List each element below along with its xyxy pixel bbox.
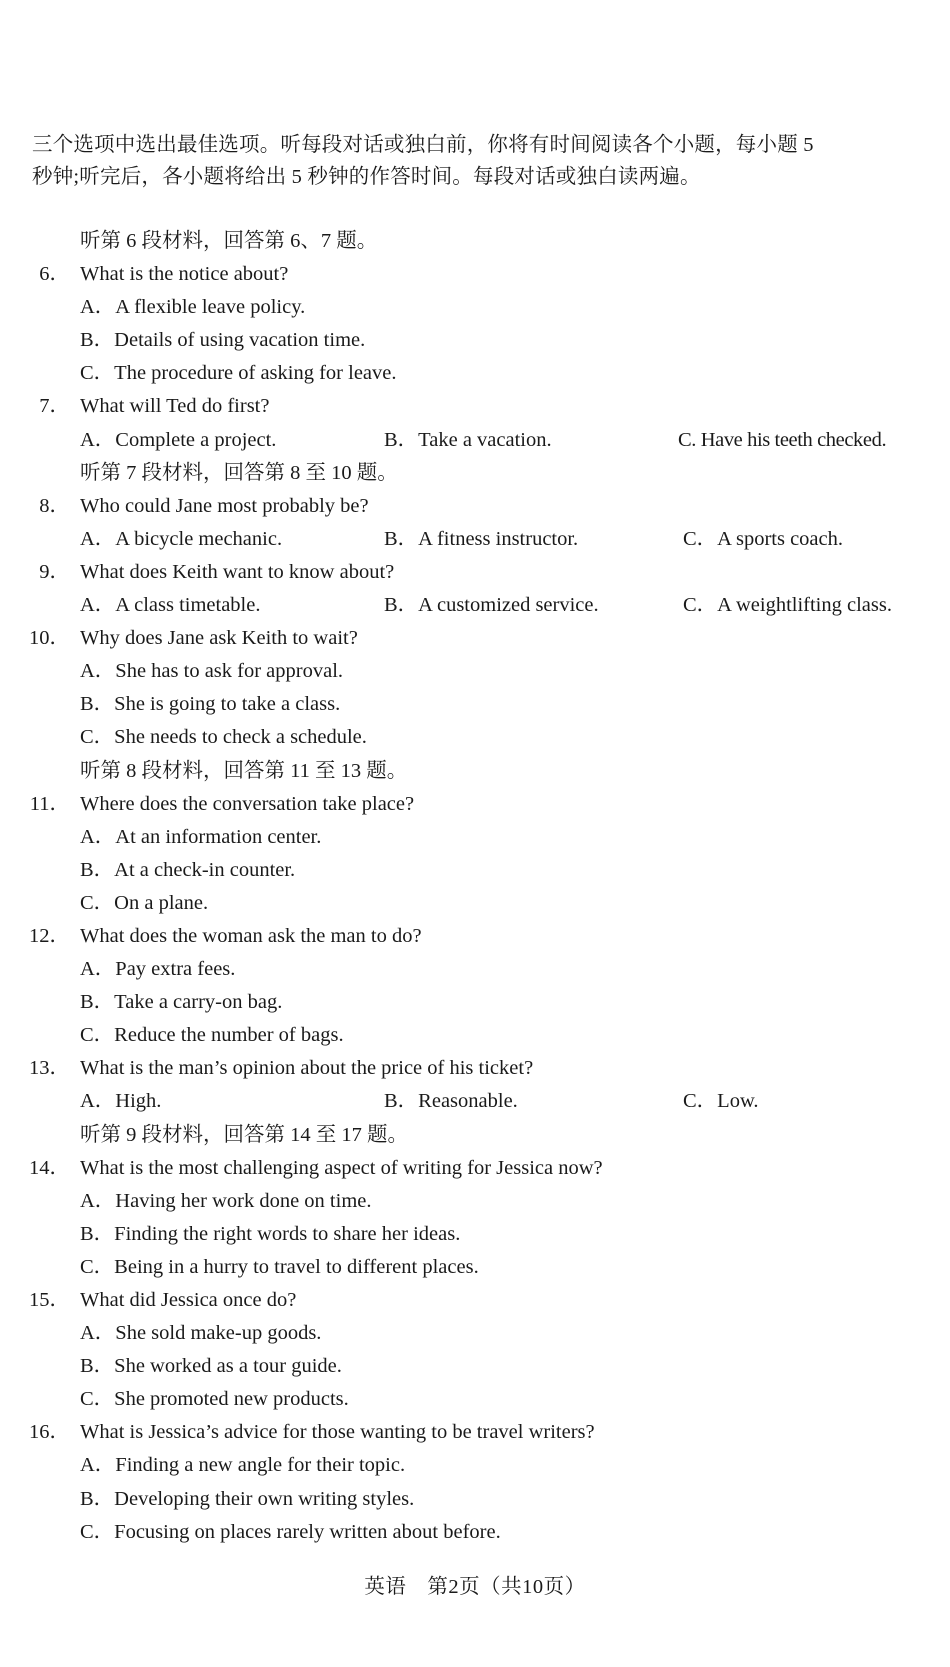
question-number: 12．: [29, 924, 70, 947]
option-a-text: A．Complete a project.: [80, 428, 277, 451]
option-c-text: C．Focusing on places rarely written about before.: [80, 1520, 501, 1543]
question-11: [0, 788, 950, 821]
option-b-text: B．Take a carry-on bag.: [80, 991, 283, 1014]
option-a-text: A．She has to ask for approval.: [80, 660, 344, 683]
question-text: What is the man’s opinion about the price of his ticket?: [80, 1057, 534, 1080]
question-14: [0, 1152, 950, 1185]
question-text: What does the woman ask the man to do?: [80, 924, 422, 947]
option-a-text: A．A bicycle mechanic.: [80, 527, 283, 550]
question-number: 13．: [29, 1057, 70, 1080]
option-c: [0, 1019, 950, 1052]
question-number: 6．: [39, 263, 70, 286]
option-row: [0, 589, 950, 622]
question-number: 16．: [29, 1421, 70, 1444]
option-b-text: B．At a check-in counter.: [80, 858, 296, 881]
question-text: Why does Jane ask Keith to wait?: [80, 627, 358, 650]
option-a-text: A．Having her work done on time.: [80, 1189, 372, 1212]
option-c-text: C．Low.: [683, 1090, 759, 1113]
option-a-text: A．A flexible leave policy.: [80, 296, 306, 319]
option-b-text: B．Take a vacation.: [384, 428, 552, 451]
option-b-text: B．A fitness instructor.: [384, 527, 579, 550]
option-c-text: C. Have his teeth checked.: [678, 428, 887, 451]
option-c-text: C．Reduce the number of bags.: [80, 1024, 344, 1047]
option-c: [0, 721, 950, 754]
question-number: 11．: [29, 792, 70, 815]
option-c: [0, 1516, 950, 1549]
question-number: 10．: [29, 627, 70, 650]
question-text: What is Jessica’s advice for those wanting to be travel writers?: [80, 1421, 595, 1444]
question-text: What does Keith want to know about?: [80, 560, 395, 583]
question-16: [0, 1416, 950, 1449]
question-9: [0, 556, 950, 589]
question-number: 8．: [39, 494, 70, 517]
option-row: [0, 1085, 950, 1118]
question-number: 15．: [29, 1289, 70, 1311]
option-b: [0, 688, 950, 721]
section-header-7: 听第 7 段材料，回答第 8 至 10 题。: [80, 461, 398, 484]
option-a: [0, 1317, 950, 1350]
section-header-9: 听第 9 段材料，回答第 14 至 17 题。: [80, 1123, 408, 1146]
option-a-text: A．She sold make-up goods.: [80, 1322, 322, 1345]
option-c: [0, 1251, 950, 1284]
option-b: [0, 986, 950, 1019]
option-b-text: B．She worked as a tour guide.: [80, 1355, 342, 1378]
option-a-text: A．A class timetable.: [80, 594, 261, 617]
question-text: Who could Jane most probably be?: [80, 494, 369, 517]
option-c-text: C．Being in a hurry to travel to different places.: [80, 1255, 479, 1278]
question-12: [0, 920, 950, 953]
option-c: [0, 887, 950, 920]
option-b: [0, 1350, 950, 1383]
instructions-line-1: 三个选项中选出最佳选项。听每段对话或独白前，你将有时间阅读各个小题，每小题 5: [32, 134, 814, 156]
option-a: [0, 1449, 950, 1482]
option-c-text: C．She needs to check a schedule.: [80, 726, 367, 749]
question-text: What did Jessica once do?: [80, 1289, 297, 1311]
question-6: [0, 258, 950, 291]
page-footer: 英语 第2页（共10页）: [364, 1576, 586, 1598]
option-a-text: A．Finding a new angle for their topic.: [80, 1454, 406, 1477]
question-list: [0, 225, 950, 1549]
option-b: [0, 1218, 950, 1251]
option-row: [0, 523, 950, 556]
question-8: [0, 490, 950, 523]
option-a: [0, 821, 950, 854]
question-text: What is the most challenging aspect of writing for Jessica now?: [80, 1156, 603, 1179]
option-a-text: A．High.: [80, 1090, 162, 1113]
question-7: [0, 390, 950, 423]
option-row: [0, 424, 950, 457]
option-c: [0, 357, 950, 390]
option-a: [0, 291, 950, 324]
question-number: 9．: [39, 560, 70, 583]
question-10: [0, 622, 950, 655]
option-c-text: C．She promoted new products.: [80, 1388, 349, 1411]
option-a-text: A．Pay extra fees.: [80, 958, 236, 981]
option-b-text: B．Reasonable.: [384, 1090, 518, 1113]
option-a: [0, 655, 950, 688]
question-13: [0, 1052, 950, 1085]
instructions-line-2: 秒钟;听完后，各小题将给出 5 秒钟的作答时间。每段对话或独白读两遍。: [32, 166, 701, 188]
section-header-8: 听第 8 段材料，回答第 11 至 13 题。: [80, 759, 408, 782]
option-b: [0, 854, 950, 887]
instructions: [32, 129, 932, 193]
option-a: [0, 1185, 950, 1218]
option-b: [0, 1483, 950, 1516]
option-c-text: C．A weightlifting class.: [683, 594, 892, 617]
option-c: [0, 1383, 950, 1416]
section-header-6: 听第 6 段材料，回答第 6、7 题。: [80, 230, 378, 252]
option-a: [0, 953, 950, 986]
option-c-text: C．The procedure of asking for leave.: [80, 362, 397, 385]
option-b-text: B．Developing their own writing styles.: [80, 1487, 415, 1510]
option-b-text: B．A customized service.: [384, 594, 599, 617]
option-b-text: B．Details of using vacation time.: [80, 329, 366, 352]
option-b-text: B．Finding the right words to share her ideas.: [80, 1222, 461, 1245]
option-c-text: C．On a plane.: [80, 891, 209, 914]
option-c-text: C．A sports coach.: [683, 527, 843, 550]
question-text: Where does the conversation take place?: [80, 792, 415, 815]
question-text: What is the notice about?: [80, 263, 289, 286]
question-number: 7．: [39, 395, 70, 418]
question-number: 14．: [29, 1156, 70, 1179]
question-15: [0, 1284, 950, 1317]
option-b-text: B．She is going to take a class.: [80, 693, 341, 716]
question-text: What will Ted do first?: [80, 395, 270, 418]
option-b: [0, 324, 950, 357]
option-a-text: A．At an information center.: [80, 825, 322, 848]
